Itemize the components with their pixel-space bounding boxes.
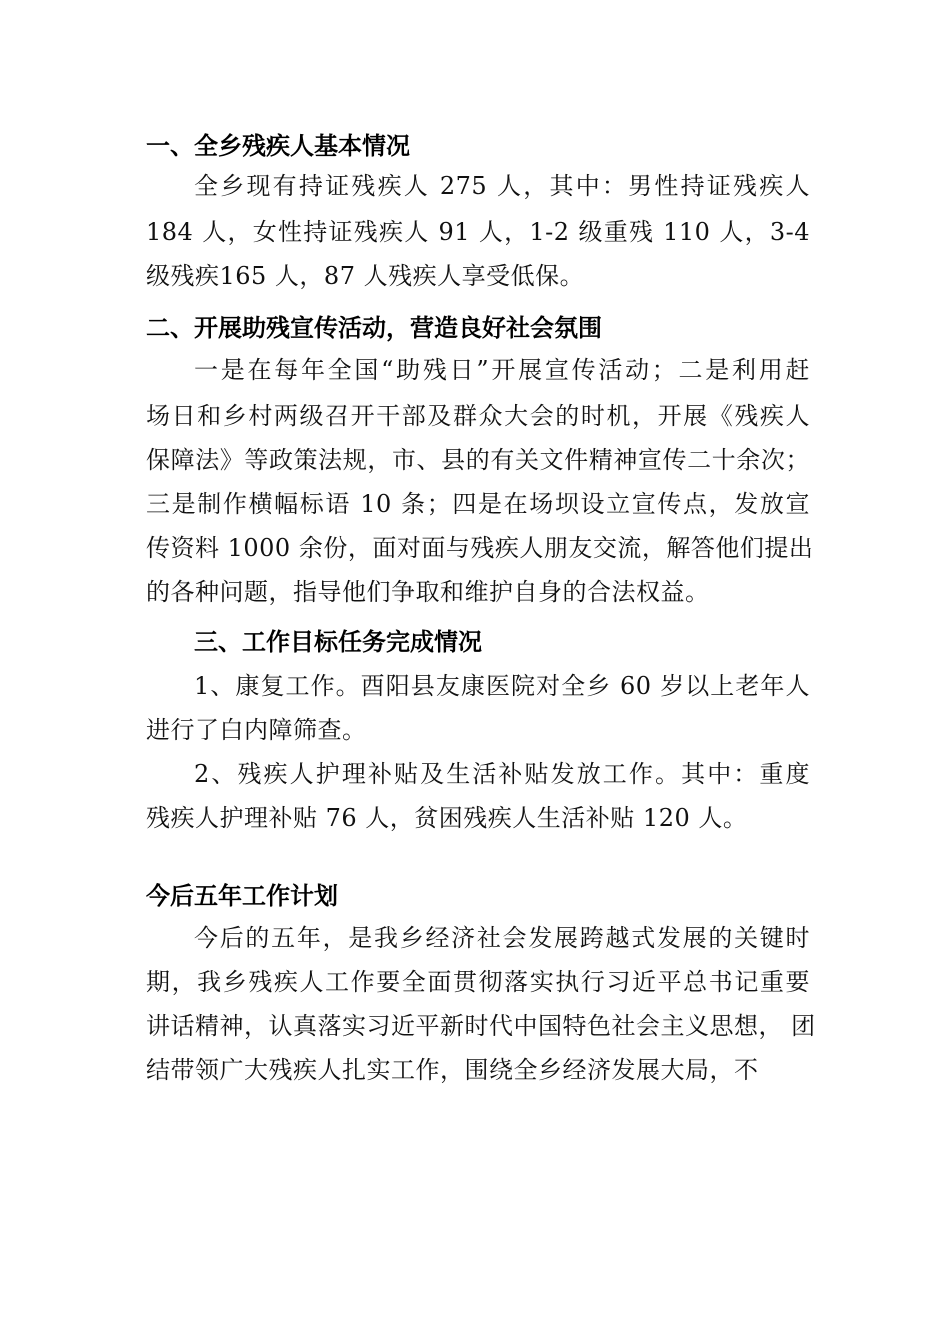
- paragraph-line: 进行了白内障筛查。: [146, 716, 367, 744]
- section-heading-basic-situation: 一、全乡残疾人基本情况: [146, 132, 410, 160]
- paragraph-line: 讲话精神，认真落实习近平新时代中国特色社会主义思想， 团: [146, 1012, 816, 1040]
- paragraph-line: 184 人，女性持证残疾人 91 人，1-2 级重残 110 人，3-4: [146, 218, 810, 246]
- paragraph-line: 保障法》等政策法规，市、县的有关文件精神宣传二十余次；: [146, 446, 810, 474]
- paragraph-line: 一是在每年全国“助残日”开展宣传活动；二是利用赶: [194, 356, 810, 384]
- paragraph-line: 1、康复工作。酉阳县友康医院对全乡 60 岁以上老年人: [194, 672, 810, 700]
- paragraph-line: 期，我乡残疾人工作要全面贯彻落实执行习近平总书记重要: [146, 968, 810, 996]
- paragraph-line: 结带领广大残疾人扎实工作，围绕全乡经济发展大局，不: [146, 1056, 759, 1084]
- paragraph-line: 残疾人护理补贴 76 人，贫困残疾人生活补贴 120 人。: [146, 804, 748, 832]
- paragraph-line: 级残疾165 人，87 人残疾人享受低保。: [146, 262, 585, 290]
- paragraph-line: 的各种问题，指导他们争取和维护自身的合法权益。: [146, 578, 710, 606]
- paragraph-line: 场日和乡村两级召开干部及群众大会的时机，开展《残疾人: [146, 402, 810, 430]
- paragraph-line: 传资料 1000 余份，面对面与残疾人朋友交流，解答他们提出: [146, 534, 814, 562]
- section-heading-publicity: 二、开展助残宣传活动，营造良好社会氛围: [146, 314, 602, 342]
- paragraph-line: 2、残疾人护理补贴及生活补贴发放工作。其中：重度: [194, 760, 810, 788]
- paragraph-line: 全乡现有持证残疾人 275 人，其中：男性持证残疾人: [194, 172, 810, 200]
- paragraph-line: 今后的五年，是我乡经济社会发展跨越式发展的关键时: [194, 924, 810, 952]
- paragraph-line: 三是制作横幅标语 10 条；四是在场坝设立宣传点，发放宣: [146, 490, 810, 518]
- section-heading-five-year-plan: 今后五年工作计划: [146, 882, 338, 910]
- section-heading-task-completion: 三、工作目标任务完成情况: [194, 628, 482, 656]
